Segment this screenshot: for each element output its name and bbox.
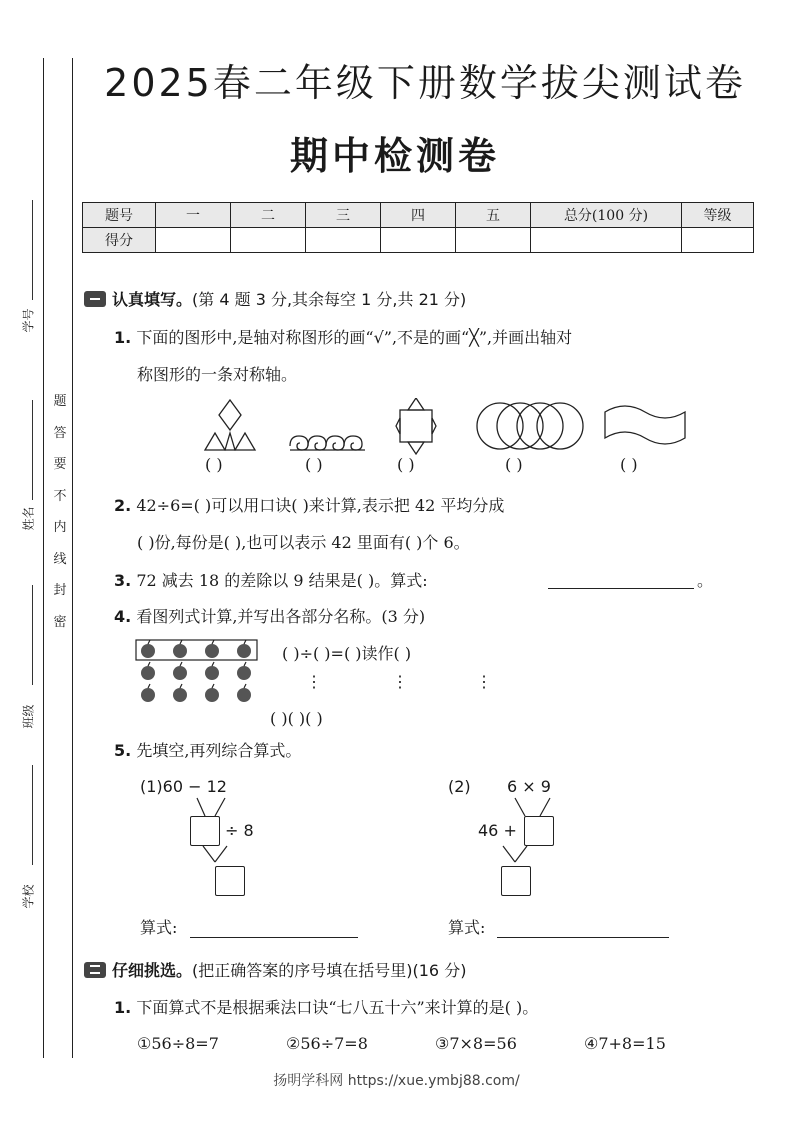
score-header-cell: 一 [156,203,231,228]
score-cell[interactable] [381,228,456,253]
q2-1-option-1[interactable]: ①56÷8=7 [137,1034,219,1053]
q4-expression[interactable]: ( )÷( )=( )读作( ) [282,644,412,663]
q5-p1-box-bottom[interactable] [215,866,245,896]
school-label: 学校 [21,884,36,909]
score-cell[interactable] [531,228,682,253]
score-cell[interactable] [306,228,381,253]
q5-p1-formula-label: 算式: [140,918,178,937]
score-header-cell: 三 [306,203,381,228]
answer-paren[interactable]: ( ) [397,455,415,474]
answer-paren[interactable]: ( ) [620,455,638,474]
q5-p2-formula-label: 算式: [448,918,486,937]
school-field[interactable] [32,765,33,865]
q4-dots: ⋮ [392,672,408,691]
score-header-cell: 五 [456,203,531,228]
apple-icon [141,644,155,658]
binding-line-inner [72,58,73,1058]
score-header-cell: 总分(100 分) [531,203,682,228]
class-field[interactable] [32,585,33,685]
q2-1-option-2[interactable]: ②56÷7=8 [286,1034,368,1053]
q1-1-line2: 称图形的一条对称轴。 [137,365,298,384]
class-label: 班级 [21,704,36,729]
figure-spirals [290,436,365,450]
apple-stem-icon [180,662,182,666]
q5-p1-formula-line[interactable] [190,937,358,938]
score-table [82,202,754,253]
symmetry-figures [195,398,695,458]
score-cell[interactable] [231,228,306,253]
section1-heading: 认真填写。(第 4 题 3 分,其余每空 1 分,共 21 分) [84,287,466,310]
figure-triangles-diamond [205,400,255,450]
answer-paren[interactable]: ( ) [305,455,323,474]
apple-icon [141,666,155,680]
binding-line-outer [43,58,44,1058]
apple-grid [134,638,260,704]
binding-strip-text: 题 答 要 不 内 线 封 密 [53,394,67,630]
apple-stem-icon [180,684,182,688]
answer-paren[interactable]: ( ) [505,455,523,474]
q5-p1-label: (1)60 − 12 [140,777,227,796]
q5-p2-formula-line[interactable] [497,937,669,938]
q3-formula-line[interactable] [548,588,694,589]
section-one-marker-icon [84,291,106,307]
apple-icon [173,644,187,658]
q3-end: 。 [697,571,714,590]
q1-3: 3. 72 减去 18 的差除以 9 结果是( )。算式: [114,571,428,590]
score-row-label: 得分 [83,228,156,253]
q1-2-line2[interactable]: ( )份,每份是( ),也可以表示 42 里面有( )个 6。 [137,533,470,552]
section-two-marker-icon [84,962,106,978]
score-header-cell: 四 [381,203,456,228]
score-cell[interactable] [156,228,231,253]
apple-stem-icon [212,662,214,666]
apple-stem-icon [212,684,214,688]
figure-wave-banner [605,406,685,444]
q5-p2-box-bottom[interactable] [501,866,531,896]
section2-heading: 仔细挑选。(把正确答案的序号填在括号里)(16 分) [84,958,466,981]
q5-p2-label: (2) [448,777,471,796]
student-id-label: 学号 [21,308,36,333]
q4-dots: ⋮ [306,672,322,691]
apple-icon [237,666,251,680]
apple-icon [141,688,155,702]
page-subtitle: 期中检测卷 [289,134,500,178]
score-header-cell: 二 [231,203,306,228]
apple-stem-icon [148,684,150,688]
q5-p2-box-top[interactable] [524,816,554,846]
q5-p2-op: 46 + [478,821,517,840]
q1-5: 5. 先填空,再列综合算式。 [114,741,302,760]
apple-icon [173,666,187,680]
apple-icon [205,644,219,658]
answer-paren[interactable]: ( ) [205,455,223,474]
q5-p1-box-top[interactable] [190,816,220,846]
q1-1: 1. 下面的图形中,是轴对称图形的画“√”,不是的画“╳”,并画出轴对 [114,328,573,347]
q5-p2-expr: 6 × 9 [507,777,551,796]
apple-stem-icon [244,684,246,688]
score-header-cell: 题号 [83,203,156,228]
apple-stem-icon [244,662,246,666]
q2-1: 1. 下面算式不是根据乘法口诀“七八五十六”来计算的是( )。 [114,998,539,1017]
apple-stem-icon [148,662,150,666]
score-cell[interactable] [682,228,754,253]
q4-part-names[interactable]: ( )( )( ) [270,709,323,728]
apple-icon [205,666,219,680]
student-id-field[interactable] [32,200,33,300]
apple-icon [237,644,251,658]
name-label: 姓名 [21,506,36,531]
apple-icon [173,688,187,702]
q2-1-option-4[interactable]: ④7+8=15 [584,1034,666,1053]
q2-1-option-3[interactable]: ③7×8=56 [435,1034,517,1053]
q1-4: 4. 看图列式计算,并写出各部分名称。(3 分) [114,607,426,626]
footer-watermark: 扬明学科网 https://xue.ymbj88.com/ [273,1073,520,1089]
page-title: 2025春二年级下册数学拔尖测试卷 [104,61,746,105]
q1-2: 2. 42÷6=( )可以用口诀( )来计算,表示把 42 平均分成 [114,496,505,515]
score-cell[interactable] [456,228,531,253]
figure-square-triangles [396,398,436,454]
name-field[interactable] [32,400,33,500]
q4-dots: ⋮ [476,672,492,691]
score-header-cell: 等级 [682,203,754,228]
q5-p1-op: ÷ 8 [225,821,254,840]
figure-rings [477,403,583,449]
apple-icon [205,688,219,702]
apple-icon [237,688,251,702]
